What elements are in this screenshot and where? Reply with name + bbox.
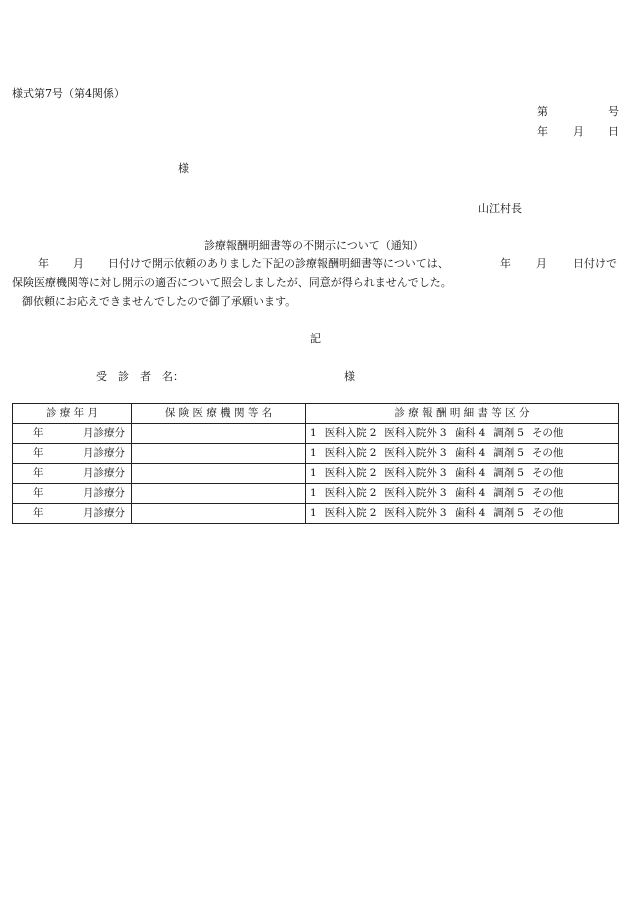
category-label: 医科入院 xyxy=(324,467,367,479)
table-row xyxy=(13,444,619,464)
category-number: 2 xyxy=(369,447,377,459)
category-number: 4 xyxy=(478,507,486,519)
treatment-month-cell xyxy=(13,464,132,484)
category-cell xyxy=(306,504,619,524)
header-treatment-month: 診 療 年 月 xyxy=(13,404,132,424)
category-label: 歯科 xyxy=(454,427,476,439)
ki-heading: 記 xyxy=(310,332,321,345)
category-label: 歯科 xyxy=(454,507,476,519)
table-row xyxy=(13,504,619,524)
row-month: 月診療分 xyxy=(83,427,125,439)
header-institution: 保 険 医 療 機 関 等 名 xyxy=(132,404,306,424)
category-number: 3 xyxy=(439,447,447,459)
table-row xyxy=(13,484,619,504)
category-label: 歯科 xyxy=(454,467,476,479)
category-label: 医科入院 xyxy=(324,427,367,439)
category-number: 5 xyxy=(517,427,524,439)
category-label: 医科入院 xyxy=(324,447,367,459)
category-number: 2 xyxy=(369,487,377,499)
category-label: 医科入院外 xyxy=(384,447,437,459)
category-number: 1 xyxy=(310,447,317,459)
row-year: 年 xyxy=(33,447,44,459)
category-number: 1 xyxy=(310,427,317,439)
row-year: 年 xyxy=(33,467,44,479)
category-number: 2 xyxy=(369,467,377,479)
body-line1-year: 年 xyxy=(38,257,49,270)
category-cell xyxy=(306,484,619,504)
category-label: その他 xyxy=(531,427,564,439)
category-cell xyxy=(306,444,619,464)
treatment-month-cell xyxy=(13,424,132,444)
category-cell xyxy=(306,424,619,444)
treatment-month-cell xyxy=(13,484,132,504)
form-label: 様式第7号（第4関係） xyxy=(12,87,125,100)
claims-table xyxy=(12,403,619,524)
category-label: 医科入院外 xyxy=(384,467,437,479)
institution-cell xyxy=(132,464,306,484)
date-day: 日 xyxy=(608,125,619,138)
category-number: 1 xyxy=(310,467,317,479)
category-number: 3 xyxy=(439,427,447,439)
table-row xyxy=(13,424,619,444)
category-label: その他 xyxy=(531,447,564,459)
category-number: 1 xyxy=(310,507,317,519)
category-number: 2 xyxy=(369,427,377,439)
category-label: その他 xyxy=(531,487,564,499)
category-number: 4 xyxy=(478,487,486,499)
header-category: 診 療 報 酬 明 細 書 等 区 分 xyxy=(306,404,619,424)
category-number: 3 xyxy=(439,487,447,499)
body-line1-month: 月 xyxy=(73,257,84,270)
institution-cell xyxy=(132,444,306,464)
body-line1-month2: 月 xyxy=(536,257,547,270)
category-number: 4 xyxy=(478,427,486,439)
document-title: 診療報酬明細書等の不開示について（通知） xyxy=(204,239,424,252)
category-number: 4 xyxy=(478,467,486,479)
treatment-month-cell xyxy=(13,504,132,524)
category-number: 5 xyxy=(517,487,524,499)
category-number: 1 xyxy=(310,487,317,499)
category-number: 3 xyxy=(439,507,447,519)
category-label: 医科入院外 xyxy=(384,427,437,439)
category-label: 医科入院 xyxy=(324,487,367,499)
table-row xyxy=(13,464,619,484)
body-line1-text-a: 日付けで開示依頼のありました下記の診療報酬明細書等については、 xyxy=(108,257,449,270)
body-line3: 御依頼にお応えできませんでしたので御了承願います。 xyxy=(22,295,297,308)
category-label: 歯科 xyxy=(454,487,476,499)
treatment-month-cell xyxy=(13,444,132,464)
category-label: その他 xyxy=(531,467,564,479)
category-cell xyxy=(306,464,619,484)
ref-no-suffix: 号 xyxy=(608,105,619,118)
date-year: 年 xyxy=(537,125,548,138)
row-month: 月診療分 xyxy=(83,447,125,459)
institution-cell xyxy=(132,424,306,444)
category-label: 調剤 xyxy=(493,487,515,499)
category-number: 4 xyxy=(478,447,486,459)
table-header-row xyxy=(13,404,619,424)
institution-cell xyxy=(132,484,306,504)
patient-suffix: 様 xyxy=(344,370,355,383)
category-label: その他 xyxy=(531,507,564,519)
category-label: 医科入院外 xyxy=(384,487,437,499)
institution-cell xyxy=(132,504,306,524)
ref-no-prefix: 第 xyxy=(537,105,548,118)
category-number: 5 xyxy=(517,467,524,479)
body-line2: 保険医療機関等に対し開示の適否について照会しましたが、同意が得られませんでした。 xyxy=(12,276,452,289)
category-label: 医科入院 xyxy=(324,507,367,519)
category-number: 5 xyxy=(517,507,524,519)
sender-name: 山江村長 xyxy=(478,202,522,215)
category-label: 調剤 xyxy=(493,467,515,479)
body-line1-year2: 年 xyxy=(500,257,511,270)
row-year: 年 xyxy=(33,507,44,519)
category-label: 調剤 xyxy=(493,447,515,459)
row-month: 月診療分 xyxy=(83,487,125,499)
category-label: 調剤 xyxy=(493,507,515,519)
category-number: 2 xyxy=(369,507,377,519)
category-label: 歯科 xyxy=(454,447,476,459)
category-label: 医科入院外 xyxy=(384,507,437,519)
row-year: 年 xyxy=(33,427,44,439)
recipient-suffix: 様 xyxy=(178,162,189,175)
patient-label: 受 診 者 名： xyxy=(96,370,184,383)
body-line1-text-b: 日付けで xyxy=(573,257,617,270)
category-number: 5 xyxy=(517,447,524,459)
date-month: 月 xyxy=(573,125,584,138)
row-month: 月診療分 xyxy=(83,507,125,519)
category-label: 調剤 xyxy=(493,427,515,439)
row-year: 年 xyxy=(33,487,44,499)
category-number: 3 xyxy=(439,467,447,479)
row-month: 月診療分 xyxy=(83,467,125,479)
